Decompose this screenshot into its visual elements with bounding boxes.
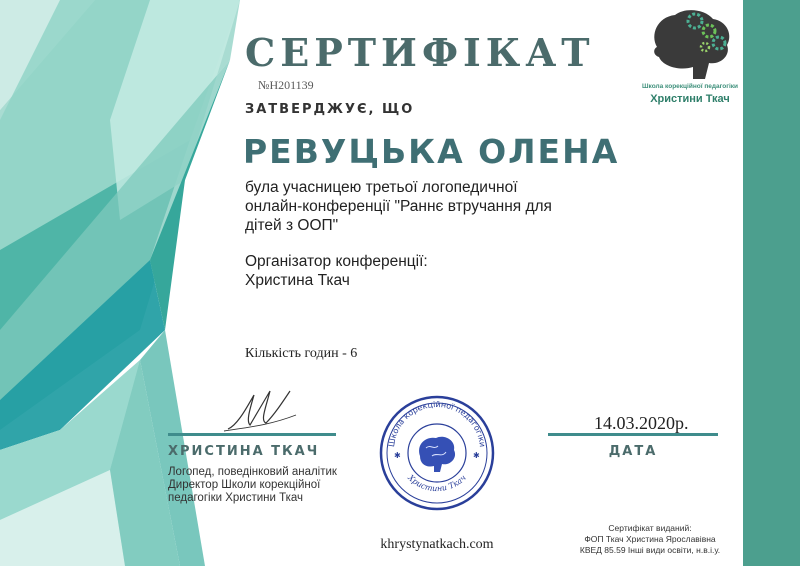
handwritten-signature-icon [220, 385, 300, 435]
certificate-number: №Н201139 [258, 78, 314, 92]
svg-text:✱: ✱ [394, 451, 401, 460]
issued-by-activity: КВЕД 85.59 Інші види освіти, н.в.і.у. [579, 545, 721, 555]
date-label: ДАТА [608, 444, 658, 459]
date-line [548, 433, 718, 436]
signatory-role: Логопед, поведінковий аналітик Директор Школи корекційної педагогіки Христини Ткач [168, 466, 337, 504]
stamp-icon [372, 378, 502, 528]
date-value: 14.03.2020р. [594, 413, 689, 433]
issued-by-company: ФОП Ткач Христина Ярославівна [584, 534, 716, 544]
school-stamp [372, 378, 502, 528]
issued-by-heading: Сертифікат виданий: [608, 523, 692, 533]
certificate-title: СЕРТИФІКАТ [245, 30, 595, 75]
brain-gears-logo-icon [645, 5, 740, 85]
hours-count: Кількість годин - 6 [245, 346, 358, 361]
logo-subtitle: Школа корекційної педагогіки [642, 83, 738, 90]
confirms-heading: ЗАТВЕРДЖУЄ, ЩО [245, 102, 415, 117]
signature-line [168, 433, 336, 436]
right-decorative-band [743, 0, 800, 566]
svg-text:Христини Ткач: Христини Ткач [406, 473, 468, 494]
recipient-name: РЕВУЦЬКА ОЛЕНА [243, 132, 620, 171]
website-url: khrystynatkach.com [380, 537, 494, 552]
logo-name: Христини Ткач [650, 93, 730, 105]
svg-text:✱: ✱ [473, 451, 480, 460]
organizer-block [245, 252, 575, 290]
issued-by [560, 523, 740, 556]
certificate-description: була учасницею третьої логопедичної онлайн-конференції "Раннє втручання для дітей з ООП" [245, 179, 552, 234]
organizer-label: Організатор конференції: [245, 253, 428, 270]
signatory-name: ХРИСТИНА ТКАЧ [168, 444, 320, 459]
organizer-name: Христина Ткач [245, 272, 350, 289]
svg-text:Школа корекційної педагогіки: Школа корекційної педагогіки [386, 399, 487, 448]
